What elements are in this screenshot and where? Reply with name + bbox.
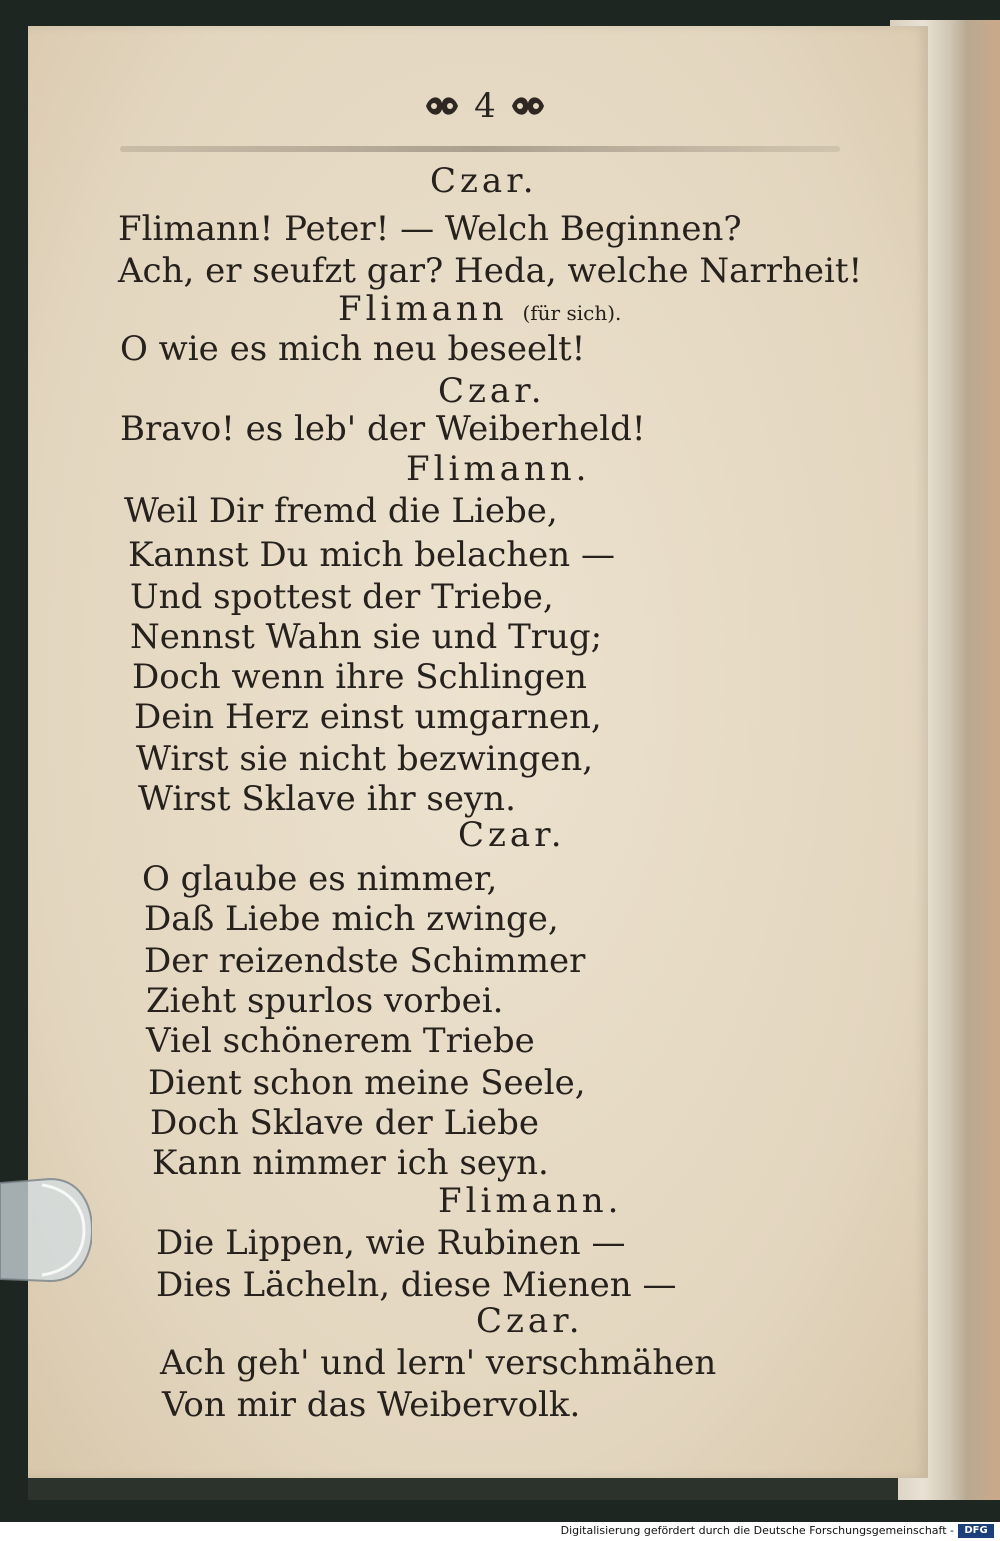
page-shadow <box>28 1478 898 1500</box>
speaker-name: Flimann <box>338 289 508 329</box>
page-header <box>390 82 580 130</box>
stage-direction: (für sich). <box>522 301 622 325</box>
verse-line: Wirst Sklave ihr seyn. <box>138 779 516 819</box>
page-number: 4 <box>474 86 496 126</box>
verse-line: Doch wenn ihre Schlingen <box>132 657 587 697</box>
speaker-label: Czar. <box>476 1301 584 1341</box>
verse-line: Dient schon meine Seele, <box>148 1063 586 1103</box>
verse-line: Von mir das Weibervolk. <box>162 1385 581 1425</box>
verse-line: Der reizendste Schimmer <box>144 941 586 981</box>
verse-line: Ach, er seufzt gar? Heda, welche Narrheit! <box>118 251 863 291</box>
verse-line: Nennst Wahn sie und Trug; <box>130 617 603 657</box>
verse-line: Die Lippen, wie Rubinen — <box>156 1223 626 1263</box>
verse-line: Kannst Du mich belachen — <box>128 535 616 575</box>
speaker-label: Flimann. <box>406 449 591 489</box>
header-rule <box>120 146 840 152</box>
verse-line: Viel schönerem Triebe <box>146 1021 535 1061</box>
verse-line: O glaube es nimmer, <box>142 859 498 899</box>
verse-line: Daß Liebe mich zwinge, <box>144 899 559 939</box>
fleuron-left-icon <box>422 91 462 121</box>
verse-line: O wie es mich neu beseelt! <box>120 329 586 369</box>
verse-line: Bravo! es leb' der Weiberheld! <box>120 409 646 449</box>
verse-line: Weil Dir fremd die Liebe, <box>124 491 558 531</box>
speaker-label: Czar. <box>458 815 566 855</box>
verse-line: Flimann! Peter! — Welch Beginnen? <box>118 209 742 249</box>
verse-line: Ach geh' und lern' verschmähen <box>160 1343 717 1383</box>
dfg-logo: DFG <box>958 1524 994 1538</box>
speaker-label: Flimann. <box>438 1181 623 1221</box>
speaker-label: Czar. <box>430 161 538 201</box>
book-clip <box>0 1175 92 1285</box>
fleuron-right-icon <box>508 91 548 121</box>
verse-line: Doch Sklave der Liebe <box>150 1103 540 1143</box>
digitization-credit: Digitalisierung gefördert durch die Deutsche Forschungsgemeinschaft - <box>560 1524 954 1537</box>
verse-line: Wirst sie nicht bezwingen, <box>136 739 594 779</box>
verse-line: Dies Lächeln, diese Mienen — <box>156 1265 677 1305</box>
verse-line: Dein Herz einst umgarnen, <box>134 697 602 737</box>
speaker-label: Czar. <box>438 371 546 411</box>
verse-line: Und spottest der Triebe, <box>130 577 554 617</box>
verse-line: Kann nimmer ich seyn. <box>152 1143 549 1183</box>
verse-line: Zieht spurlos vorbei. <box>146 981 504 1021</box>
